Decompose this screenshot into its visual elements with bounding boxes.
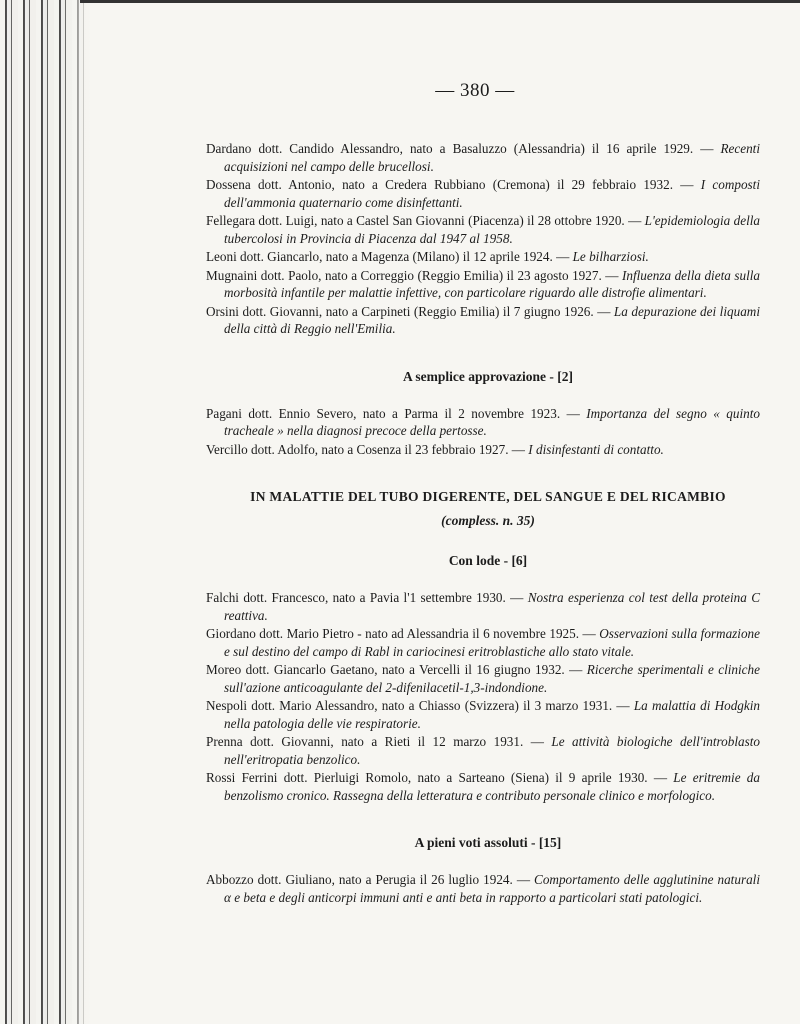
list-item: Rossi Ferrini dott. Pierluigi Romolo, nato a Sarteano (Siena) il 9 aprile 1930. — Le eritremie da benzolismo cronico. Rassegna della letteratura e contributo personale clinico e morfologico. [206, 770, 760, 803]
list-item: Moreo dott. Giancarlo Gaetano, nato a Vercelli il 16 giugno 1932. — Ricerche sperimentali e cliniche sull'azione anticoagulante del 2-difenilacetil-1,3-indondione. [206, 662, 760, 695]
list-item: Leoni dott. Giancarlo, nato a Magenza (Milano) il 12 aprile 1924. — Le bilharziosi. [206, 249, 649, 264]
section-subheading-compless: (compless. n. 35) [441, 513, 535, 528]
list-item: Dardano dott. Candido Alessandro, nato a Basaluzzo (Alessandria) il 16 aprile 1929. — Recenti acquisizioni nel campo delle brucellosi. [206, 141, 760, 174]
section-heading-malattie: IN MALATTIE DEL TUBO DIGERENTE, DEL SANGUE E DEL RICAMBIO [250, 489, 726, 504]
list-item: Giordano dott. Mario Pietro - nato ad Alessandria il 6 novembre 1925. — Osservazioni sulla formazione e sul destino del campo di Rabl in cariocinesi eritroblastiche allo stato vitale. [206, 626, 761, 659]
page-number: — 380 — [435, 80, 515, 101]
page-top-edge [80, 0, 800, 3]
section-1-list [206, 140, 760, 338]
list-item: Falchi dott. Francesco, nato a Pavia l'1 settembre 1930. — Nostra esperienza col test della proteina C reattiva. [206, 590, 760, 623]
list-item: Pagani dott. Ennio Severo, nato a Parma il 2 novembre 1923. — Importanza del segno « quinto tracheale » nella diagnosi precoce della pertosse. [206, 405, 760, 438]
list-item: Fellegara dott. Luigi, nato a Castel San Giovanni (Piacenza) il 28 ottobre 1920. — L'epidemiologia della tubercolosi in Provincia di Piacenza dal 1947 al 1958. [206, 213, 760, 246]
section-4-list [206, 871, 760, 906]
section-heading-pieni-voti: A pieni voti assoluti - [15] [414, 835, 562, 850]
list-item: Vercillo dott. Adolfo, nato a Cosenza il 23 febbraio 1927. — I disinfestanti di contatto. [206, 441, 664, 457]
page-content [206, 140, 760, 907]
list-item: Orsini dott. Giovanni, nato a Carpineti (Reggio Emilia) il 7 giugno 1926. — La depurazione dei liquami della città di Reggio nell'Emilia. [206, 303, 760, 336]
list-item: Nespoli dott. Mario Alessandro, nato a Chiasso (Svizzera) il 3 marzo 1931. — La malattia di Hodgkin nella patologia delle vie respiratorie. [206, 698, 760, 731]
list-item: Abbozzo dott. Giuliano, nato a Perugia il 26 luglio 1924. — Comportamento delle agglutinine naturali α e beta e degli anticorpi immuni anti e anti beta in rapporto a particolari stati patologici. [206, 872, 760, 905]
book-binding-edge [0, 0, 92, 1024]
list-item: Dossena dott. Antonio, nato a Credera Rubbiano (Cremona) il 29 febbraio 1932. — I composti dell'ammonia quaternario come disinfettanti. [206, 177, 761, 210]
section-heading-con-lode: Con lode - [6] [448, 553, 528, 568]
section-3-list [206, 589, 760, 804]
list-item: Prenna dott. Giovanni, nato a Rieti il 12 marzo 1931. — Le attività biologiche dell'introblasto nell'eritropatia benzolico. [206, 734, 760, 767]
section-2-list [206, 405, 760, 459]
list-item: Mugnaini dott. Paolo, nato a Correggio (Reggio Emilia) il 23 agosto 1927. — Influenza della dieta sulla morbosità infantile per malattie infettive, con particolare riguardo alle distrofie alimentari. [206, 267, 760, 300]
section-heading-semplice-approvazione: A semplice approvazione - [2] [403, 368, 573, 384]
